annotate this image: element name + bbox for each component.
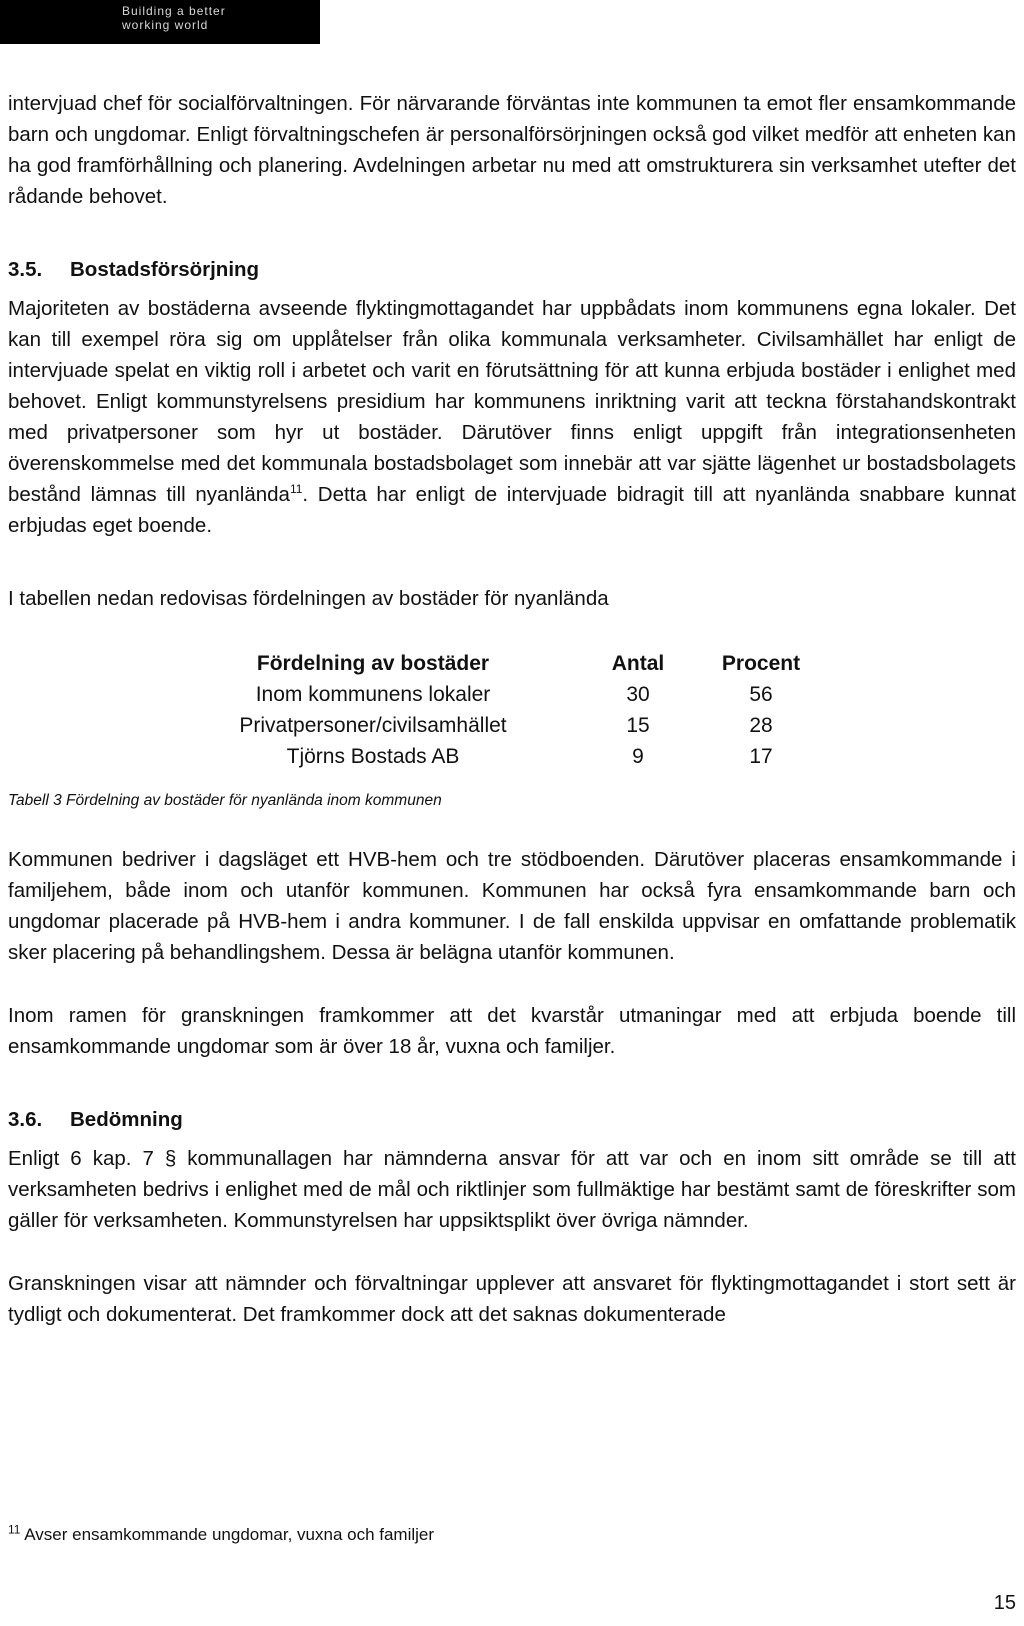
challenges-paragraph: Inom ramen för granskningen framkommer att det kvarstår utmaningar med att erbjuda boende till ensamkommande ungdomar som är över 18 år, vuxna och familjer. <box>8 1004 1016 1058</box>
section-number: 3.5. <box>8 258 43 281</box>
table-header-cell: Fördelning av bostäder <box>256 652 490 675</box>
footnote-text: Avser ensamkommande ungdomar, vuxna och familjer <box>24 1525 435 1544</box>
section-title: Bedömning <box>70 1108 183 1131</box>
table-cell: 28 <box>749 714 773 737</box>
housing-paragraph-main: Majoriteten av bostäderna avseende flyktingmottagandet har uppbådats inom kommunens egna lokaler. Det kan till exempel röra sig om upplåtelser från olika kommunala verksamheter. Civilsamhället har enligt de intervjuade spelat en viktig roll i arbetet och varit en förutsättning för att kunna erbjuda bostäder i enlighet med behovet. Enligt kommunstyrelsens presidium har kommunens inriktning varit att teckna förstahandskontrakt med privatpersoner som hyr ut bostäder. Därutöver finns enligt uppgift från integrationsenheten överenskommelse med det kommunala bostadsbolaget som innebär att var sjätte lägenhet ur bostadsbolagets bestånd lämnas till nyanlända <box>8 297 1016 506</box>
table-cell: 15 <box>626 714 650 737</box>
footnote-reference: 11 <box>289 482 303 497</box>
table-caption: Tabell 3 Fördelning av bostäder för nyanlända inom kommunen <box>8 792 442 809</box>
assessment-paragraph-2: Granskningen visar att nämnder och förvaltningar upplever att ansvaret för flyktingmottagandet i stort sett är tydligt och dokumenterat. Det framkommer dock att det saknas dokumenterade <box>8 1272 1016 1326</box>
table-cell: Tjörns Bostads AB <box>286 745 460 768</box>
table-intro: I tabellen nedan redovisas fördelningen av bostäder för nyanlända <box>8 587 609 610</box>
table-row <box>212 679 824 710</box>
footnote-number: 11 <box>8 1522 21 1537</box>
ey-logo <box>0 0 320 44</box>
section-title: Bostadsförsörjning <box>70 258 260 281</box>
footnote <box>8 1524 434 1546</box>
table-cell: 56 <box>749 683 773 706</box>
document-body <box>8 88 1016 1330</box>
table-cell: Inom kommunens lokaler <box>255 683 491 706</box>
table-row <box>212 741 824 772</box>
table-cell: 9 <box>632 745 644 768</box>
section-number: 3.6. <box>8 1108 43 1131</box>
page-number: 15 <box>993 1592 1016 1614</box>
table-header-cell: Antal <box>611 652 665 675</box>
placement-paragraph: Kommunen bedriver i dagsläget ett HVB-hem och tre stödboenden. Därutöver placeras ensamkommande i familjehem, både inom och utanför kommunen. Kommunen har också fyra ensamkommande barn och ungdomar placerade på HVB-hem i andra kommuner. I de fall enskilda uppvisar en omfattande problematik sker placering på behandlingshem. Dessa är belägna utanför kommunen. <box>8 848 1016 964</box>
logo-tagline-line2: working world <box>122 18 209 32</box>
housing-distribution-table <box>212 648 824 772</box>
table-row <box>212 710 824 741</box>
section-heading-3-5 <box>8 254 1016 285</box>
assessment-paragraph-1: Enligt 6 kap. 7 § kommunallagen har nämnderna ansvar för att var och en inom sitt område se till att verksamheten bedrivs i enlighet med de mål och riktlinjer som fullmäktige har bestämt samt de föreskrifter som gäller för verksamheten. Kommunstyrelsen har uppsiktsplikt över övriga nämnder. <box>8 1147 1016 1232</box>
table-cell: 30 <box>626 683 650 706</box>
section-heading-3-6 <box>8 1104 1016 1135</box>
housing-paragraph <box>8 293 1016 541</box>
intro-paragraph: intervjuad chef för socialförvaltningen. För närvarande förväntas inte kommunen ta emot fler ensamkommande barn och ungdomar. Enligt förvaltningschefen är personalförsörjningen också god vilket medför att enheten kan ha god framförhållning och planering. Avdelningen arbetar nu med att omstrukturera sin verksamhet utefter det rådande behovet. <box>8 92 1016 208</box>
table-cell: 17 <box>749 745 773 768</box>
housing-paragraph-tail: . Detta har enligt de intervjuade bidragit till att nyanlända snabbare kunnat erbjudas eget boende. <box>8 483 1016 537</box>
logo-tagline-line1: Building a better <box>122 4 226 18</box>
table-cell: Privatpersoner/civilsamhället <box>239 714 507 737</box>
table-header-row <box>212 648 824 679</box>
table-header-cell: Procent <box>721 652 801 675</box>
